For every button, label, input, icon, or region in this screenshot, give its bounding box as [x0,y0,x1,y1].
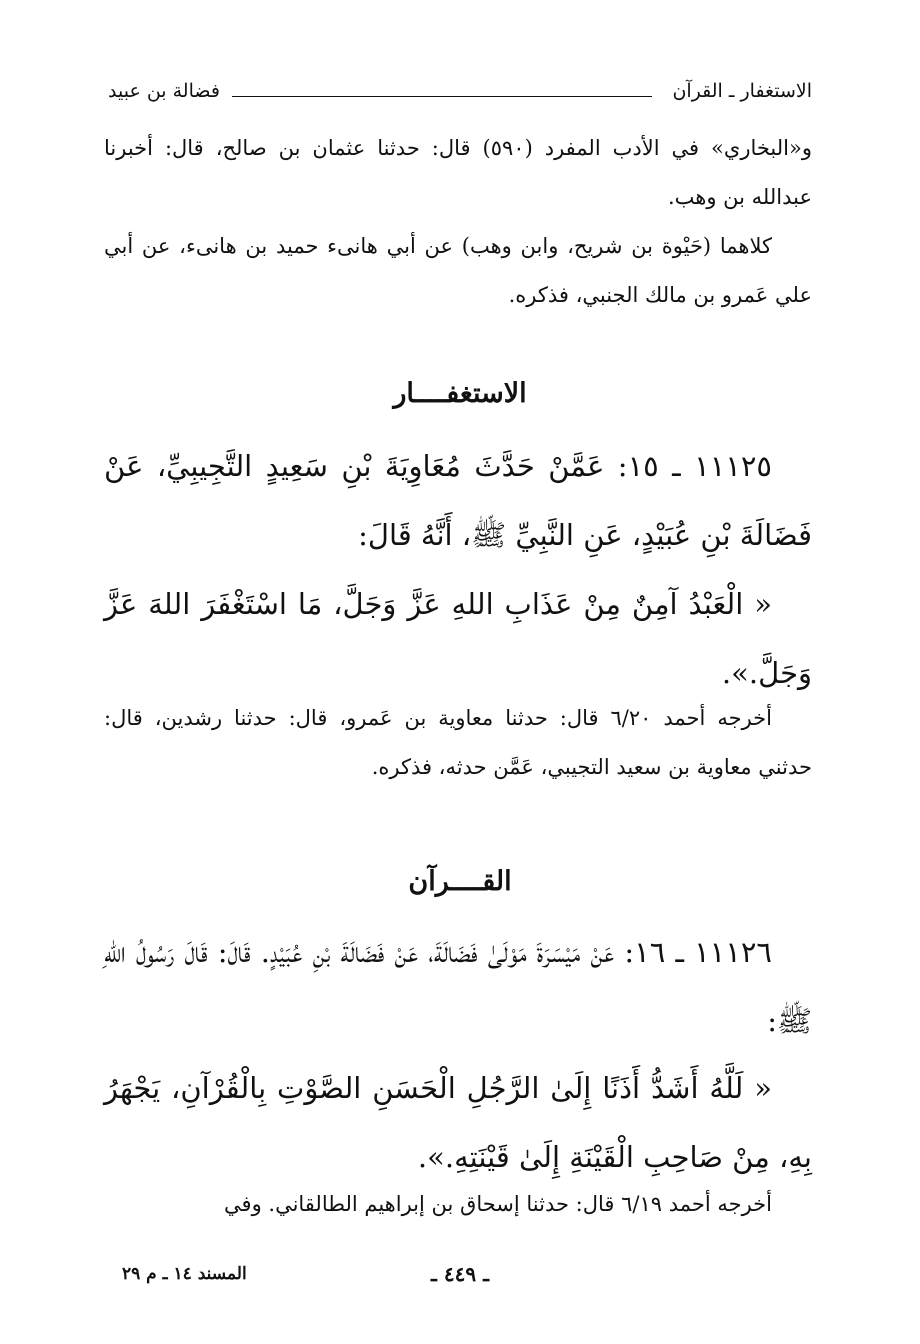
section-title-istighfar: الاستغفــــار [393,378,527,409]
header-rule [232,96,652,97]
hadith-isnad-11126: ١١١٢٦ ـ ١٦: عَنْ مَيْسَرَةَ مَوْلَىٰ فَضَالَةَ، عَنْ فَضَالَةَ بْنِ عُبَيْدٍ. قَالَ: قَالَ رَسُولُ اللهِ ﷺ: [104,935,812,1038]
hadith-isnad-11125: ١١١٢٥ ـ ١٥: عَمَّنْ حَدَّثَ مُعَاوِيَةَ بْنِ سَعِيدٍ التَّجِيبِيِّ، عَنْ فَضَالَةَ بْنِ عُبَيْدٍ، عَنِ النَّبِيِّ ﷺ، أَنَّهُ قَالَ: [104,449,812,552]
running-header-chapter: الاستغفار ـ القرآن [672,80,812,102]
signature-mark: المسند ١٤ ـ م ٢٩ [122,1264,247,1284]
page-number: ـ ٤٤٩ ـ [431,1262,489,1286]
hadith-matn-11126: « لَلَّهُ أَشَدُّ أَذَنًا إِلَىٰ الرَّجُلِ الْحَسَنِ الصَّوْتِ بِالْقُرْآنِ، يَجْهَرُ بِهِ، مِنْ صَاحِبِ الْقَيْنَةِ إِلَىٰ قَيْنَتِهِ.». [104,1071,812,1174]
intro-paragraph-2: كلاهما (حَيْوة بن شريح، وابن وهب) عن أبي هانىء حميد بن هانىء، عن أبي علي عَمرو بن مالك الجنبي، فذكره. [104,234,812,307]
hadith-matn-11125: « الْعَبْدُ آمِنٌ مِنْ عَذَابِ اللهِ عَزَّ وَجَلَّ، مَا اسْتَغْفَرَ اللهَ عَزَّ وَجَلَّ.». [104,587,812,690]
takhrij-11125: أخرجه أحمد ٦/٢٠ قال: حدثنا معاوية بن عَمرو، قال: حدثنا رشدين، قال: حدثني معاوية بن سعيد التجيبي، عَمَّن حدثه، فذكره. [104,706,812,779]
intro-paragraph-1: و«البخاري» في الأدب المفرد (٥٩٠) قال: حدثنا عثمان بن صالح، قال: أخبرنا عبدالله بن وهب. [104,136,812,209]
section-title-quran: القــــرآن [408,866,512,897]
running-header-book: فضالة بن عبيد [108,80,220,102]
takhrij-11126: أخرجه أحمد ٦/١٩ قال: حدثنا إسحاق بن إبراهيم الطالقاني. وفي [224,1192,772,1216]
